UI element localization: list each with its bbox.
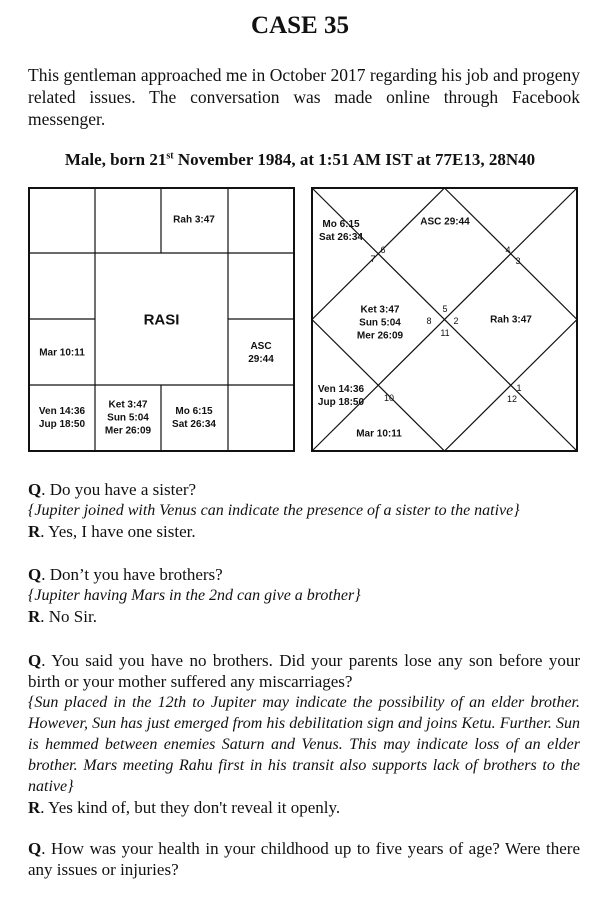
qa-block-1 <box>28 479 580 542</box>
rasi-cell-ven-jup: Ven 14:36 Jup 18:50 <box>38 406 86 430</box>
sign-number: 10 <box>383 393 395 403</box>
sign-number: 5 <box>442 304 448 314</box>
qa-block-2 <box>28 564 580 627</box>
astrological-comment: {Jupiter having Mars in the 2nd can give a brother} <box>28 587 361 604</box>
page-title: CASE 35 <box>251 12 349 39</box>
birth-prefix: Male, born 21 <box>64 150 167 169</box>
sign-number: 12 <box>506 394 518 404</box>
astrological-comment: {Jupiter joined with Venus can indicate the presence of a sister to the native} <box>28 502 520 519</box>
rasi-cell-ket-sun-mer: Ket 3:47 Sun 5:04 Mer 26:09 <box>104 399 152 437</box>
rasi-center-label: RASI <box>143 311 180 328</box>
north-house-ven-jup: Ven 14:36 Jup 18:50 <box>317 384 365 408</box>
sign-number: 4 <box>505 245 511 255</box>
sign-number: 7 <box>370 254 376 264</box>
intro-paragraph: This gentleman approached me in October 2017 regarding his job and progeny related issues. The conversation was made online through Facebook messenger. <box>28 65 580 129</box>
sign-number: 2 <box>453 316 459 326</box>
question: Q. You said you have no brothers. Did your parents lose any son before your birth or your mother suffered any miscarriages? <box>28 651 580 691</box>
sign-number: 11 <box>440 328 450 338</box>
question: Q. How was your health in your childhood up to five years of age? Were there any issues or injuries? <box>28 839 580 879</box>
north-house-rahu: Rah 3:47 <box>490 314 532 326</box>
sign-number: 1 <box>516 383 522 393</box>
sign-number: 3 <box>515 256 521 266</box>
birth-details <box>0 150 600 170</box>
rasi-cell-mars: Mar 10:11 <box>39 347 85 359</box>
north-house-asc: ASC 29:44 <box>420 216 470 228</box>
question: Q. Do you have a sister? <box>28 480 197 499</box>
north-house-mars: Mar 10:11 <box>356 428 402 440</box>
astrological-comment: {Sun placed in the 12th to Jupiter may indicate the possibility of an elder brother. However, Sun has just emerged from his debilitation sign and joins Ketu. Further. Sun is hemmed between enemies Saturn and Venus. This may indicate loss of an elder brother. Mars meeting Rahu first in his transit also supports lack of brothers to the native} <box>28 694 580 795</box>
north-indian-chart <box>311 187 578 452</box>
rasi-chart <box>28 187 295 452</box>
sign-number: 6 <box>380 245 386 255</box>
response: R. No Sir. <box>28 607 97 626</box>
north-house-mo-sat: Mo 6:15 Sat 26:34 <box>319 219 363 243</box>
response: R. Yes kind of, but they don't reveal it openly. <box>28 798 341 817</box>
question: Q. Don’t you have brothers? <box>28 565 223 584</box>
sign-number: 8 <box>426 316 432 326</box>
qa-block-3 <box>28 650 580 818</box>
north-house-ket-sun-mer: Ket 3:47 Sun 5:04 Mer 26:09 <box>356 304 404 342</box>
response: R. Yes, I have one sister. <box>28 522 196 541</box>
birth-suffix: November 1984, at 1:51 AM IST at 77E13, 28N40 <box>173 150 536 169</box>
qa-block-4 <box>28 838 580 880</box>
birth-sup: st <box>166 150 174 162</box>
rasi-cell-mo-sat: Mo 6:15 Sat 26:34 <box>172 406 216 430</box>
rasi-cell-asc: ASC 29:44 <box>248 341 274 365</box>
rasi-cell-rahu: Rah 3:47 <box>173 214 215 226</box>
